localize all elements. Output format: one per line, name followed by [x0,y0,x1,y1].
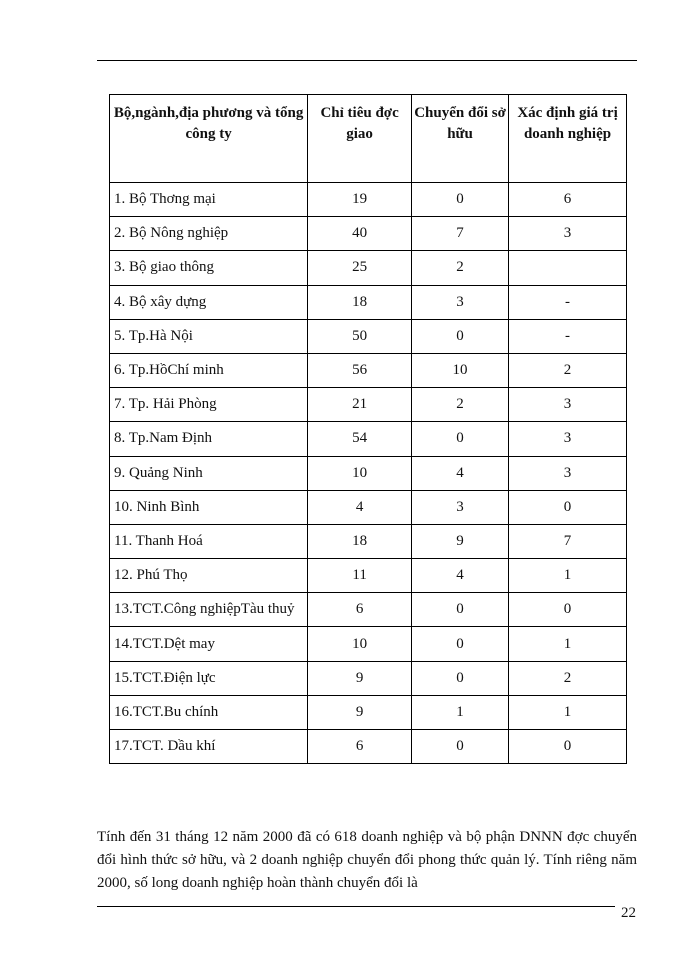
table-row [110,730,627,764]
cell-valuation: 3 [509,456,627,490]
cell-target: 6 [308,593,412,627]
cell-ownership-conversion: 7 [412,217,509,251]
footer-rule [97,906,615,907]
cell-target: 18 [308,285,412,319]
cell-target: 6 [308,730,412,764]
table-row [110,524,627,558]
cell-valuation: 2 [509,661,627,695]
cell-ministry: 11. Thanh Hoá [110,524,308,558]
cell-valuation: 3 [509,422,627,456]
table-row [110,353,627,387]
table-row [110,695,627,729]
cell-ministry: 12. Phú Thọ [110,559,308,593]
cell-target: 19 [308,183,412,217]
cell-valuation: 3 [509,388,627,422]
cell-valuation: 2 [509,353,627,387]
cell-ministry: 2. Bộ Nông nghiệp [110,217,308,251]
cell-target: 9 [308,661,412,695]
cell-ministry: 17.TCT. Dầu khí [110,730,308,764]
cell-target: 11 [308,559,412,593]
table-row [110,490,627,524]
cell-valuation: 0 [509,490,627,524]
cell-ownership-conversion: 9 [412,524,509,558]
enterprise-conversion-table [109,94,627,764]
cell-ministry: 10. Ninh Bình [110,490,308,524]
cell-target: 25 [308,251,412,285]
cell-target: 54 [308,422,412,456]
cell-ownership-conversion: 0 [412,627,509,661]
cell-ownership-conversion: 0 [412,319,509,353]
cell-ministry: 6. Tp.HồChí minh [110,353,308,387]
cell-ownership-conversion: 1 [412,695,509,729]
cell-ownership-conversion: 0 [412,422,509,456]
cell-ownership-conversion: 0 [412,730,509,764]
cell-valuation: 0 [509,730,627,764]
cell-ministry: 7. Tp. Hải Phòng [110,388,308,422]
cell-ownership-conversion: 2 [412,388,509,422]
cell-ministry: 13.TCT.Công nghiệpTàu thuỷ [110,593,308,627]
header-ministry: Bộ,ngành,địa phương và tổng công ty [110,95,308,183]
cell-ministry: 16.TCT.Bu chính [110,695,308,729]
header-target: Chỉ tiêu đợc giao [308,95,412,183]
cell-valuation [509,251,627,285]
table-row [110,251,627,285]
cell-valuation: 3 [509,217,627,251]
cell-target: 40 [308,217,412,251]
cell-ownership-conversion: 10 [412,353,509,387]
cell-ownership-conversion: 3 [412,490,509,524]
header-rule [97,60,637,61]
cell-ministry: 8. Tp.Nam Định [110,422,308,456]
cell-ministry: 14.TCT.Dệt may [110,627,308,661]
table-row [110,456,627,490]
table-row [110,388,627,422]
cell-valuation: 1 [509,695,627,729]
table-row [110,422,627,456]
cell-ownership-conversion: 0 [412,593,509,627]
cell-valuation: 6 [509,183,627,217]
cell-ownership-conversion: 4 [412,456,509,490]
cell-valuation: 7 [509,524,627,558]
cell-ministry: 1. Bộ Thơng mại [110,183,308,217]
cell-ministry: 5. Tp.Hà Nội [110,319,308,353]
header-ownership-conversion: Chuyển đổi sở hữu [412,95,509,183]
cell-ownership-conversion: 0 [412,183,509,217]
table-row [110,217,627,251]
table-body [110,183,627,764]
cell-target: 4 [308,490,412,524]
cell-target: 9 [308,695,412,729]
table-row [110,559,627,593]
cell-ministry: 15.TCT.Điện lực [110,661,308,695]
cell-valuation: 1 [509,559,627,593]
cell-target: 18 [308,524,412,558]
cell-ownership-conversion: 4 [412,559,509,593]
cell-valuation: - [509,319,627,353]
cell-target: 10 [308,627,412,661]
cell-target: 21 [308,388,412,422]
cell-ownership-conversion: 0 [412,661,509,695]
body-paragraph: Tính đến 31 tháng 12 năm 2000 đã có 618 doanh nghiệp và bộ phận DNNN đợc chuyển đổi hình thức sở hữu, và 2 doanh nghiệp chuyển đổi phong thức quản lý. Tính riêng năm 2000, số long doanh nghiệp hoàn thành chuyển đổi là [97,829,637,891]
cell-ministry: 9. Quảng Ninh [110,456,308,490]
cell-target: 56 [308,353,412,387]
header-valuation: Xác định giá trị doanh nghiệp [509,95,627,183]
cell-ministry: 4. Bộ xây dựng [110,285,308,319]
table-row [110,661,627,695]
cell-valuation: 1 [509,627,627,661]
cell-target: 50 [308,319,412,353]
table-row [110,593,627,627]
cell-ownership-conversion: 3 [412,285,509,319]
page-number: 22 [621,905,636,921]
table-row [110,285,627,319]
cell-valuation: - [509,285,627,319]
cell-ministry: 3. Bộ giao thông [110,251,308,285]
table-row [110,319,627,353]
table-row [110,183,627,217]
table-header-row [110,95,627,183]
cell-target: 10 [308,456,412,490]
table-row [110,627,627,661]
cell-ownership-conversion: 2 [412,251,509,285]
cell-valuation: 0 [509,593,627,627]
